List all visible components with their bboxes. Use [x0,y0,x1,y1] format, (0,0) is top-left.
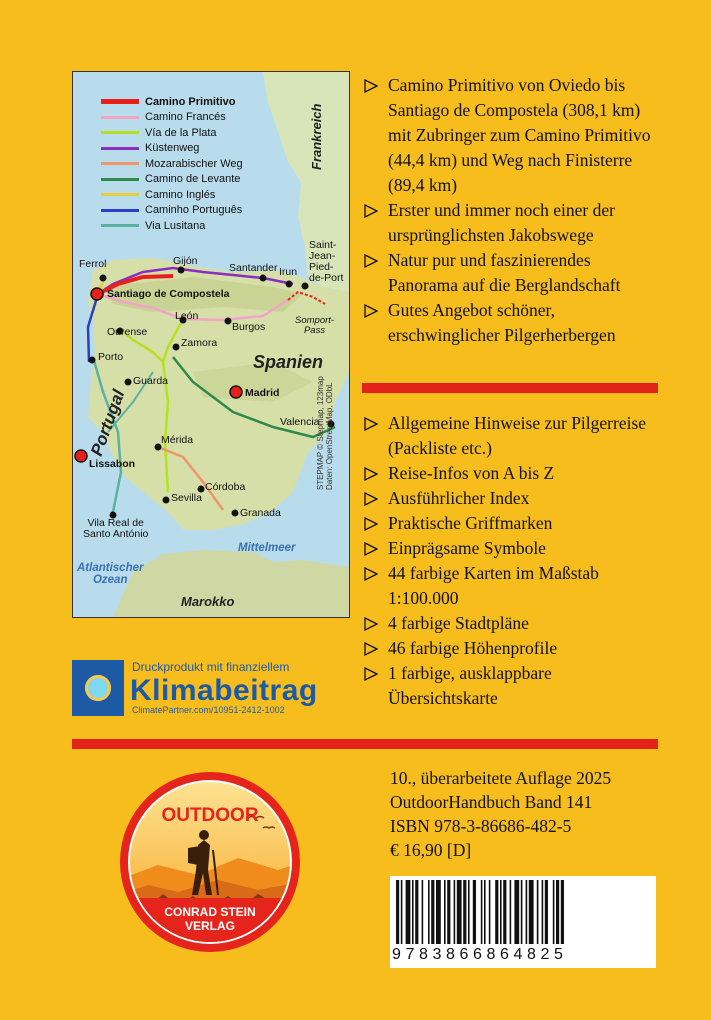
triangle-bullet-icon [364,517,378,531]
barcode-bar [556,880,559,944]
country-label: Frankreich [309,103,324,170]
barcode-bar [489,880,491,944]
triangle-bullet-icon [364,492,378,506]
feature-item [362,486,662,511]
barcode-bar [484,880,486,944]
barcode-bar [503,880,506,944]
feature-text: Gutes Angebot schöner, erschwinglicher Pilgerherbergen [388,300,616,345]
place-label: Porto [98,351,124,363]
place-label [309,240,343,284]
place-label: Ourense [107,326,148,338]
feature-text: Natur pur und faszinierendes Panorama auf die Berglandschaft [388,250,621,295]
publication-info [390,766,670,862]
triangle-bullet-icon [364,79,378,93]
legend-label: Caminho Português [145,204,243,217]
sea-label: Mittelmeer [238,542,296,554]
barcode-bar [431,880,434,944]
barcode-bar [406,880,411,944]
place-label: Santander [229,262,278,274]
feature-text: Ausführlicher Index [388,488,530,508]
place-label [295,316,334,336]
place-label: Sevilla [171,492,202,504]
triangle-bullet-icon [364,617,378,631]
place-label: Burgos [232,321,266,333]
climate-logo-box [72,660,124,716]
feature-item [362,198,662,248]
place-label-part: Jean- [309,250,336,262]
feature-item [362,411,662,461]
barcode-bar [396,880,399,944]
barcode-bar [526,880,528,944]
barcode-bar [463,880,466,944]
feature-item [362,461,662,486]
triangle-bullet-icon [364,567,378,581]
triangle-bullet-icon [364,204,378,218]
feature-item [362,636,662,661]
feature-item [362,511,662,536]
place-label: Ferrol [79,258,107,270]
climate-partner-logo [72,660,352,716]
feature-item [362,611,662,636]
route-map [72,71,350,618]
barcode-bar [415,880,418,944]
place-label-part: Pass [303,325,326,336]
feature-item [362,561,662,611]
barcode-bar [454,880,456,944]
barcode-bar [481,880,483,944]
legend-label: Vía de la Plata [145,126,217,139]
barcode-bar [561,880,564,944]
barcode-bar [444,880,446,944]
place-label-part: Vila Real de [87,517,144,529]
publisher-line: VERLAG [184,919,235,933]
feature-text: Einprägsame Symbole [388,538,546,558]
triangle-bullet-icon [364,304,378,318]
map-credit [316,370,334,490]
triangle-bullet-icon [364,254,378,268]
legend-label: Camino de Levante [145,173,241,186]
divider-red-wide [72,739,658,749]
sea-label-part: Atlantischer [77,562,144,574]
divider-red [362,383,658,393]
place-label: Santiago de Compostela [107,288,230,300]
place-label: Valencia [280,416,320,428]
legend-label: Via Lusitana [145,219,206,232]
publisher-name [118,905,302,933]
triangle-bullet-icon [364,667,378,681]
price-line: € 16,90 [D] [390,840,472,860]
feature-item [362,73,662,198]
feature-text: Allgemeine Hinweise zur Pilgerreise (Packliste etc.) [388,413,647,458]
feature-text: 46 farbige Höhenprofile [388,638,558,658]
feature-text: Praktische Griffmarken [388,513,553,533]
feature-item [362,248,662,298]
feature-item [362,298,662,348]
barcode-bar [422,880,424,944]
country-label: Portugal [87,387,129,459]
feature-text: Erster und immer noch einer der ursprünglichsten Jakobswege [388,200,615,245]
edition-line: 10., überarbeitete Auflage 2025 [390,768,612,788]
barcode-bar [436,880,441,944]
place-label [83,518,148,540]
place-label-part: Saint- [309,239,337,251]
legend-label: Camino Primitivo [145,95,236,108]
climate-url: ClimatePartner.com/10951-2412-1002 [132,705,285,715]
place-label: León [175,310,199,322]
barcode-bar [473,880,476,944]
sea-label [77,562,143,586]
publisher-line: CONRAD STEIN [164,905,256,919]
series-line: OutdoorHandbuch Band 141 [390,792,593,812]
place-label: Irun [279,266,298,278]
isbn-line: ISBN 978-3-86686-482-5 [390,816,572,836]
country-label: Spanien [253,352,324,372]
map-credit-line: STEPMAP © Stepmap, 123map [316,376,325,490]
map-credit-line: Daten: OpenStreetMap, ODbL [325,382,334,490]
triangle-bullet-icon [364,642,378,656]
feature-text: Camino Primitivo von Oviedo bis Santiago de Compostela (308,1 km) mit Zubringer zum Camino Primitivo (44,4 km) und Weg nach Finisterre (89,4 km) [388,75,651,195]
triangle-bullet-icon [364,417,378,431]
feature-text: 44 farbige Karten im Maßstab 1:100.000 [388,563,599,608]
badge-title: OUTDOOR [161,805,259,826]
barcode-bar [553,880,555,944]
place-label: Córdoba [205,481,246,493]
barcode-bar [529,880,534,944]
barcode-number: 9783866864825 [392,946,656,964]
place-label: Granada [240,507,281,519]
barcode-bar [545,880,548,944]
sea-label-part: Ozean [92,574,128,586]
place-label: Zamora [181,337,218,349]
feature-text: Reise-Infos von A bis Z [388,463,555,483]
barcode-bar [412,880,414,944]
place-label: Gijón [173,255,198,267]
climate-circle-icon [85,675,111,701]
place-label-part: Somport- [295,315,335,326]
feature-item [362,661,662,711]
barcode-bar [428,880,430,944]
legend-label: Mozarabischer Weg [145,157,243,170]
feature-text: 1 farbige, ausklappbare Übersichtskarte [388,663,552,708]
place-label-part: Pied- [309,261,334,273]
feature-item [362,536,662,561]
legend-label: Camino Francés [145,111,226,124]
triangle-bullet-icon [364,542,378,556]
barcode-bar [510,880,512,944]
climate-tagline: Druckprodukt mit finanziellem [132,660,290,674]
barcode-bar [521,880,523,944]
legend-label: Camino Inglés [145,188,216,201]
feature-text: 4 farbige Stadtpläne [388,613,529,633]
barcode-bar [468,880,470,944]
barcode-bar [401,880,403,944]
place-label-part: de-Port [309,272,344,284]
feature-list-secondary [362,411,662,711]
barcode-bars [390,880,656,950]
place-label: Guarda [133,375,169,387]
barcode-bar [542,880,544,944]
place-label-part: Santo António [83,528,149,540]
place-label: Madrid [245,387,280,399]
barcode-bar [457,880,462,944]
climate-title: Klimabeitrag [130,674,318,707]
barcode-bar [514,880,519,944]
barcode-bar [447,880,450,944]
barcode-bar [537,880,539,944]
triangle-bullet-icon [364,467,378,481]
barcode-bar [500,880,502,944]
place-label: Lissabon [89,458,136,470]
legend-label: Küstenweg [145,142,200,155]
place-label: Mérida [161,434,194,446]
country-label: Marokko [181,594,235,609]
barcode-bar [495,880,498,944]
feature-list-primary [362,73,662,348]
